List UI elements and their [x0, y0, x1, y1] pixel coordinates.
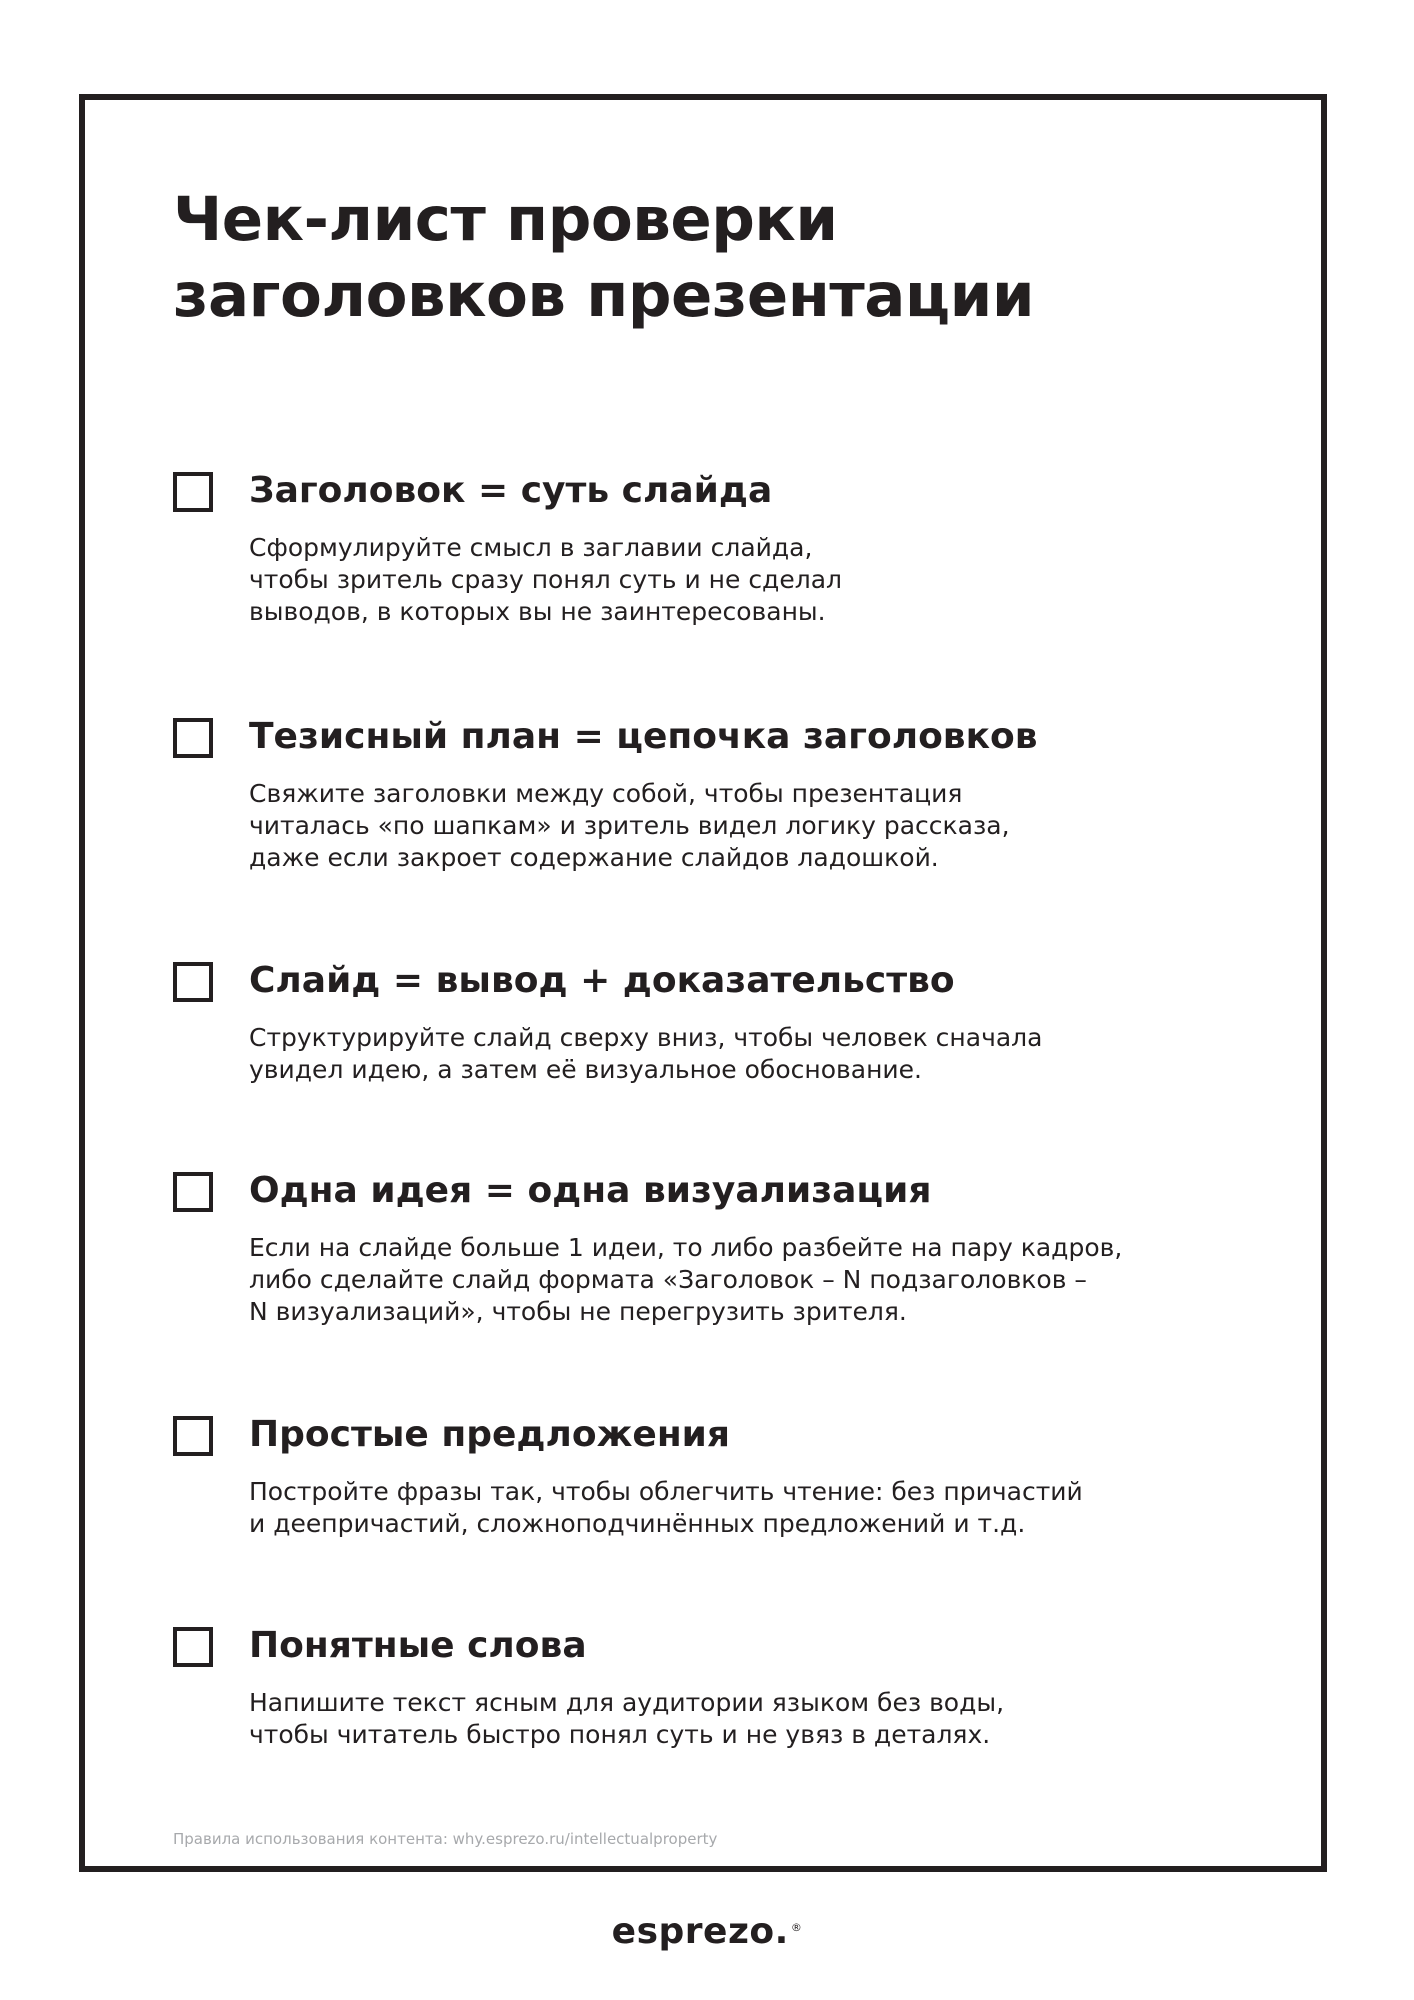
item-description-line: Сформулируйте смысл в заглавии слайда, [249, 533, 813, 562]
checkbox-simple-sentences[interactable] [173, 1416, 213, 1456]
item-description-line: и деепричастий, сложноподчинённых предложений и т.д. [249, 1509, 1026, 1538]
checkbox-one-idea[interactable] [173, 1172, 213, 1212]
item-description [249, 778, 1010, 874]
item-description-line: Постройте фразы так, чтобы облегчить чтение: без причастий [249, 1477, 1083, 1506]
item-title: Одна идея = одна визуализация [249, 1170, 932, 1211]
page-title-line-2: заголовков презентации [173, 260, 1035, 331]
item-description-line: либо сделайте слайд формата «Заголовок – N подзаголовков – [249, 1265, 1087, 1294]
item-title: Понятные слова [249, 1625, 587, 1666]
item-title: Тезисный план = цепочка заголовков [249, 716, 1038, 757]
item-description-line: чтобы читатель быстро понял суть и не увяз в деталях. [249, 1720, 991, 1749]
item-description [249, 1687, 1004, 1751]
content-usage-note: Правила использования контента: why.esprezo.ru/intellectualproperty [173, 1830, 718, 1848]
item-description [249, 1232, 1122, 1328]
checkbox-slide-structure[interactable] [173, 962, 213, 1002]
item-description-line: N визуализаций», чтобы не перегрузить зрителя. [249, 1297, 907, 1326]
item-description-line: увидел идею, а затем её визуальное обоснование. [249, 1055, 922, 1084]
item-description-line: Напишите текст ясным для аудитории языком без воды, [249, 1688, 1005, 1717]
item-title: Простые предложения [249, 1414, 731, 1455]
checkbox-thesis-plan[interactable] [173, 718, 213, 758]
logo-text: esprezo. [611, 1911, 789, 1952]
item-description-line: Структурируйте слайд сверху вниз, чтобы человек сначала [249, 1023, 1043, 1052]
item-description-line: Если на слайде больше 1 идеи, то либо разбейте на пару кадров, [249, 1233, 1123, 1262]
item-description-line: чтобы зритель сразу понял суть и не сделал [249, 565, 843, 594]
item-description-line: даже если закроет содержание слайдов ладошкой. [249, 843, 939, 872]
esprezo-logo [0, 1910, 1414, 1954]
item-description [249, 1476, 1083, 1540]
item-description [249, 532, 842, 628]
item-title: Слайд = вывод + доказательство [249, 960, 955, 1001]
page-title [173, 182, 1173, 334]
registered-mark: ® [790, 1921, 803, 1934]
checkbox-essence[interactable] [173, 472, 213, 512]
item-description-line: Свяжите заголовки между собой, чтобы презентация [249, 779, 963, 808]
item-description-line: читалась «по шапкам» и зритель видел логику рассказа, [249, 811, 1010, 840]
checkbox-clear-words[interactable] [173, 1627, 213, 1667]
item-description-line: выводов, в которых вы не заинтересованы. [249, 597, 826, 626]
item-description [249, 1022, 1042, 1086]
item-title: Заголовок = суть слайда [249, 470, 773, 511]
page-title-line-1: Чек-лист проверки [173, 184, 838, 255]
